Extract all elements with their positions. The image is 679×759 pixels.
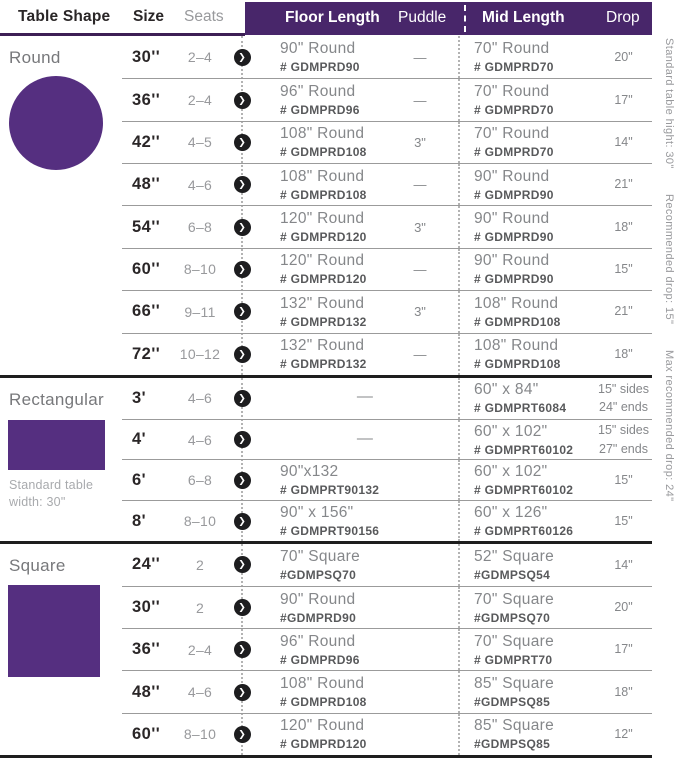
mid-length-value: 108" Round xyxy=(474,294,559,312)
mid-length-value: 108" Round xyxy=(474,337,559,355)
drop-value: 21" xyxy=(614,304,633,319)
column-header-seats: Seats xyxy=(184,8,224,25)
floor-length-value: 132" Round xyxy=(280,337,365,355)
table-row xyxy=(122,205,652,247)
cell-floor-length xyxy=(256,591,390,625)
arrow-right-circle-icon: ❯ xyxy=(234,513,251,530)
drop-value: 15" sides xyxy=(598,381,649,396)
table-sections xyxy=(0,36,652,758)
cell-floor-length xyxy=(256,675,390,709)
cell-size: 48'' xyxy=(132,175,161,194)
drop-value: 15" xyxy=(614,262,633,277)
cell-puddle: — xyxy=(413,177,427,193)
cell-floor-length xyxy=(256,504,390,538)
cell-drop xyxy=(595,260,652,279)
cell-mid-length xyxy=(458,544,595,586)
cell-size: 3' xyxy=(132,388,147,407)
floor-length-sku: # GDMPRD132 xyxy=(280,357,367,372)
arrow-right-circle-icon: ❯ xyxy=(234,261,251,278)
cell-drop xyxy=(595,175,652,194)
drop-value: 21" xyxy=(614,177,633,192)
floor-length-sku: # GDMPRD96 xyxy=(280,103,360,118)
table-row xyxy=(122,378,652,419)
side-note-recommended-drop: Recommended drop: 15" xyxy=(663,194,675,325)
mid-length-sku: # GDMPRD108 xyxy=(474,314,561,329)
drop-value: 14" xyxy=(614,557,633,572)
cell-floor-length xyxy=(256,210,390,244)
side-note xyxy=(663,38,675,748)
cell-seats: 4–6 xyxy=(187,176,213,193)
drop-value: 15" xyxy=(614,472,633,487)
side-note-table-height: Standard table hight: 30" xyxy=(663,38,675,169)
floor-length-sku: # GDMPRD96 xyxy=(280,652,360,667)
cell-puddle: — xyxy=(413,346,427,362)
table-row xyxy=(122,500,652,541)
cell-mid-length xyxy=(458,714,595,755)
cell-arrow xyxy=(228,513,256,530)
cell-seats: 10–12 xyxy=(179,346,221,363)
arrow-right-circle-icon: ❯ xyxy=(234,219,251,236)
mid-length-value: 70" Square xyxy=(474,632,555,650)
cell-arrow xyxy=(228,49,256,66)
floor-length-value: 120" Round xyxy=(280,210,365,228)
cell-mid-length xyxy=(458,36,595,78)
cell-size: 30'' xyxy=(132,47,161,66)
header-dashed-divider xyxy=(464,5,466,32)
arrow-right-circle-icon: ❯ xyxy=(234,684,251,701)
mid-length-sku: # GDMPRT6084 xyxy=(474,401,567,416)
floor-length-sku: # GDMPRD120 xyxy=(280,272,367,287)
floor-length-sku: # GDMPRD108 xyxy=(280,145,367,160)
arrow-right-circle-icon: ❯ xyxy=(234,390,251,407)
cell-arrow xyxy=(228,303,256,320)
floor-length-value: — xyxy=(356,388,374,406)
cell-floor-length xyxy=(256,548,390,582)
floor-length-sku: # GDMPRT90132 xyxy=(280,483,380,498)
cell-floor-length xyxy=(256,388,450,408)
shape-column xyxy=(0,36,122,375)
column-header-mid-length: Mid Length xyxy=(482,9,565,26)
arrow-right-circle-icon: ❯ xyxy=(234,431,251,448)
cell-puddle: — xyxy=(413,92,427,108)
cell-arrow xyxy=(228,390,256,407)
mid-length-value: 70" Round xyxy=(474,40,550,58)
drop-value: 20" xyxy=(614,49,633,64)
shape-section xyxy=(0,378,652,544)
mid-length-value: 70" Round xyxy=(474,83,550,101)
drop-value: 15" sides xyxy=(598,422,649,437)
cell-arrow xyxy=(228,134,256,151)
mid-length-value: 70" Round xyxy=(474,125,550,143)
cell-floor-length xyxy=(256,717,390,751)
floor-length-value: 108" Round xyxy=(280,675,365,693)
mid-length-value: 90" Round xyxy=(474,210,550,228)
mid-length-sku: #GDMPSQ85 xyxy=(474,695,551,710)
arrow-right-circle-icon: ❯ xyxy=(234,49,251,66)
cell-mid-length xyxy=(458,164,595,205)
mid-length-value: 60" x 84" xyxy=(474,381,539,399)
mid-length-sku: # GDMPRD70 xyxy=(474,60,554,75)
column-header-table-shape: Table Shape xyxy=(18,8,111,25)
table-row xyxy=(122,290,652,332)
cell-puddle: — xyxy=(413,261,427,277)
table-row xyxy=(122,713,652,755)
floor-length-value: 96" Round xyxy=(280,83,356,101)
mid-length-sku: # GDMPRD90 xyxy=(474,230,554,245)
cell-arrow xyxy=(228,431,256,448)
cell-size: 30'' xyxy=(132,598,161,617)
cell-floor-length xyxy=(256,295,390,329)
cell-mid-length xyxy=(458,79,595,120)
cell-mid-length xyxy=(458,249,595,290)
cell-puddle: — xyxy=(413,49,427,65)
mid-length-sku: #GDMPSQ70 xyxy=(474,610,551,625)
cell-floor-length xyxy=(256,337,390,371)
drop-value: 18" xyxy=(614,346,633,361)
mid-length-sku: # GDMPRT60102 xyxy=(474,483,574,498)
mid-length-value: 52" Square xyxy=(474,547,555,565)
cell-mid-length xyxy=(458,420,595,460)
shape-illustration xyxy=(8,585,100,677)
cell-drop xyxy=(595,91,652,110)
shape-column xyxy=(0,378,122,541)
cell-floor-length xyxy=(256,463,390,497)
cell-seats: 8–10 xyxy=(183,513,217,529)
table-row xyxy=(122,628,652,670)
cell-size: 72'' xyxy=(132,344,161,363)
floor-length-sku: # GDMPRT90156 xyxy=(280,524,380,538)
cell-mid-length xyxy=(458,291,595,332)
table-row xyxy=(122,544,652,586)
arrow-right-circle-icon: ❯ xyxy=(234,641,251,658)
arrow-right-circle-icon: ❯ xyxy=(234,599,251,616)
cell-size: 8' xyxy=(132,511,147,530)
table-row xyxy=(122,163,652,205)
table-row xyxy=(122,419,652,460)
cell-seats: 4–6 xyxy=(187,431,213,448)
floor-length-value: 90" Round xyxy=(280,40,356,58)
cell-seats: 2–4 xyxy=(187,92,213,109)
section-rows xyxy=(122,36,652,375)
drop-value-line2: 27" ends xyxy=(599,441,648,456)
cell-mid-length xyxy=(458,122,595,163)
floor-length-value: 108" Round xyxy=(280,167,365,185)
cell-size: 66'' xyxy=(132,302,161,321)
shape-caption: Standard table width: 30" xyxy=(9,477,94,509)
cell-size: 60'' xyxy=(132,724,161,743)
floor-length-sku: # GDMPRD120 xyxy=(280,737,367,752)
floor-length-value: 90" Round xyxy=(280,590,356,608)
arrow-right-circle-icon: ❯ xyxy=(234,134,251,151)
drop-value: 18" xyxy=(614,684,633,699)
table-row xyxy=(122,670,652,712)
column-header-size: Size xyxy=(133,8,165,25)
drop-value: 18" xyxy=(614,219,633,234)
mid-length-value: 60" x 102" xyxy=(474,422,548,440)
column-header-puddle: Puddle xyxy=(398,9,447,26)
mid-length-value: 85" Square xyxy=(474,717,555,735)
drop-value: 17" xyxy=(614,92,633,107)
shape-illustration xyxy=(8,420,105,470)
mid-length-sku: # GDMPRT60126 xyxy=(474,524,574,538)
floor-length-value: 120" Round xyxy=(280,252,365,270)
cell-puddle: 3" xyxy=(414,304,426,320)
cell-drop xyxy=(595,421,652,459)
mid-length-value: 90" Round xyxy=(474,252,550,270)
header-purple-bar xyxy=(245,2,652,35)
table-row xyxy=(122,248,652,290)
table-row xyxy=(122,121,652,163)
shape-label: Round xyxy=(9,48,61,67)
cell-mid-length xyxy=(458,671,595,712)
cell-arrow xyxy=(228,92,256,109)
floor-length-value: 90" x 156" xyxy=(280,504,354,521)
table-row xyxy=(122,333,652,375)
cell-drop xyxy=(595,345,652,364)
table-row xyxy=(122,78,652,120)
arrow-right-circle-icon: ❯ xyxy=(234,92,251,109)
side-note-max-drop: Max recommended drop: 24" xyxy=(663,349,675,502)
floor-length-value: — xyxy=(356,429,374,447)
section-rows xyxy=(122,378,652,541)
cell-arrow xyxy=(228,726,256,743)
cell-mid-length xyxy=(458,460,595,500)
cell-floor-length xyxy=(256,430,450,450)
drop-value-line2: 24" ends xyxy=(599,400,648,415)
drop-value: 15" xyxy=(614,513,633,528)
cell-mid-length xyxy=(458,206,595,247)
cell-arrow xyxy=(228,599,256,616)
mid-length-value: 60" x 102" xyxy=(474,463,548,481)
drop-value: 20" xyxy=(614,600,633,615)
cell-arrow xyxy=(228,346,256,363)
chart-header xyxy=(0,0,679,36)
cell-seats: 4–6 xyxy=(187,390,213,407)
floor-length-value: 70" Square xyxy=(280,547,361,565)
cell-mid-length xyxy=(458,587,595,628)
mid-length-sku: # GDMPRD108 xyxy=(474,357,561,372)
mid-length-sku: # GDMPRD90 xyxy=(474,187,554,202)
cell-seats: 2–4 xyxy=(187,49,213,66)
arrow-right-circle-icon: ❯ xyxy=(234,176,251,193)
shape-illustration xyxy=(9,76,103,170)
cell-size: 4' xyxy=(132,430,147,448)
column-header-drop: Drop xyxy=(606,9,640,26)
cell-size: 42'' xyxy=(132,132,161,151)
mid-length-value: 60" x 126" xyxy=(474,504,548,521)
floor-length-sku: # GDMPRD90 xyxy=(280,60,360,75)
cell-drop xyxy=(595,512,652,531)
arrow-right-circle-icon: ❯ xyxy=(234,346,251,363)
mid-length-sku: # GDMPRT60102 xyxy=(474,442,574,457)
cell-arrow xyxy=(228,641,256,658)
cell-drop xyxy=(595,683,652,702)
cell-seats: 2–4 xyxy=(187,641,213,658)
cell-seats: 2 xyxy=(195,556,205,573)
cell-size: 54'' xyxy=(132,217,161,236)
cell-floor-length xyxy=(256,168,390,202)
cell-size: 24'' xyxy=(132,555,161,574)
floor-length-sku: # GDMPRD108 xyxy=(280,187,367,202)
shape-column xyxy=(0,544,122,755)
cell-floor-length xyxy=(256,40,390,74)
cell-drop xyxy=(595,598,652,617)
floor-length-value: 96" Round xyxy=(280,632,356,650)
mid-length-sku: # GDMPRD70 xyxy=(474,103,554,118)
cell-drop xyxy=(595,556,652,575)
cell-seats: 6–8 xyxy=(187,219,213,236)
floor-length-sku: # GDMPRD132 xyxy=(280,314,367,329)
cell-seats: 2 xyxy=(195,599,205,616)
floor-length-value: 132" Round xyxy=(280,294,365,312)
shape-label: Rectangular xyxy=(9,389,104,409)
arrow-right-circle-icon: ❯ xyxy=(234,472,251,489)
arrow-right-circle-icon: ❯ xyxy=(234,726,251,743)
cell-size: 48'' xyxy=(132,682,161,701)
cell-floor-length xyxy=(256,252,390,286)
cell-drop xyxy=(595,640,652,659)
mid-length-sku: # GDMPRD70 xyxy=(474,145,554,160)
section-rows xyxy=(122,544,652,755)
table-row xyxy=(122,586,652,628)
floor-length-sku: # GDMPRD108 xyxy=(280,695,367,710)
drop-value: 14" xyxy=(614,135,633,150)
cell-puddle: 3" xyxy=(414,219,426,235)
cell-size: 36'' xyxy=(132,90,161,109)
arrow-right-circle-icon: ❯ xyxy=(234,303,251,320)
cell-floor-length xyxy=(256,633,390,667)
shape-section xyxy=(0,544,652,758)
cell-floor-length xyxy=(256,83,390,117)
cell-drop xyxy=(595,218,652,237)
floor-length-sku: #GDMPRD90 xyxy=(280,610,357,625)
cell-mid-length xyxy=(458,378,595,419)
table-row xyxy=(122,36,652,78)
mid-length-value: 70" Square xyxy=(474,590,555,608)
cell-seats: 9–11 xyxy=(184,303,216,320)
mid-length-sku: # GDMPRD90 xyxy=(474,272,554,287)
cell-seats: 8–10 xyxy=(183,261,217,278)
cell-floor-length xyxy=(256,125,390,159)
mid-length-sku: #GDMPSQ85 xyxy=(474,737,551,752)
mid-length-sku: #GDMPSQ54 xyxy=(474,567,551,582)
floor-length-value: 120" Round xyxy=(280,717,365,735)
column-header-floor-length: Floor Length xyxy=(285,9,380,26)
cell-arrow xyxy=(228,219,256,236)
arrow-right-circle-icon: ❯ xyxy=(234,556,251,573)
table-row xyxy=(122,459,652,500)
cell-seats: 6–8 xyxy=(187,472,213,489)
mid-length-value: 85" Square xyxy=(474,675,555,693)
cell-arrow xyxy=(228,261,256,278)
cell-mid-length xyxy=(458,629,595,670)
floor-length-value: 108" Round xyxy=(280,125,365,143)
shape-section xyxy=(0,36,652,378)
cell-drop xyxy=(595,725,652,744)
cell-size: 36'' xyxy=(132,640,161,659)
drop-value: 12" xyxy=(614,726,633,741)
cell-arrow xyxy=(228,684,256,701)
cell-size: 60'' xyxy=(132,259,161,278)
floor-length-sku: # GDMPRD120 xyxy=(280,230,367,245)
mid-length-value: 90" Round xyxy=(474,167,550,185)
floor-length-value: 90"x132 xyxy=(280,463,339,481)
cell-arrow xyxy=(228,176,256,193)
cell-drop xyxy=(595,302,652,321)
cell-puddle: 3" xyxy=(414,134,426,150)
cell-drop xyxy=(595,48,652,67)
cell-mid-length xyxy=(458,334,595,375)
mid-length-sku: # GDMPRT70 xyxy=(474,652,553,667)
cell-seats: 4–6 xyxy=(187,684,213,701)
cell-mid-length xyxy=(458,501,595,541)
cell-arrow xyxy=(228,556,256,573)
floor-length-sku: #GDMPSQ70 xyxy=(280,567,357,582)
cell-arrow xyxy=(228,472,256,489)
cell-drop xyxy=(595,471,652,490)
cell-drop xyxy=(595,380,652,418)
cell-size: 6' xyxy=(132,470,147,489)
drop-value: 17" xyxy=(614,642,633,657)
cell-drop xyxy=(595,133,652,152)
cell-seats: 4–5 xyxy=(187,134,213,151)
cell-seats: 8–10 xyxy=(183,726,217,743)
shape-label: Square xyxy=(9,555,66,575)
